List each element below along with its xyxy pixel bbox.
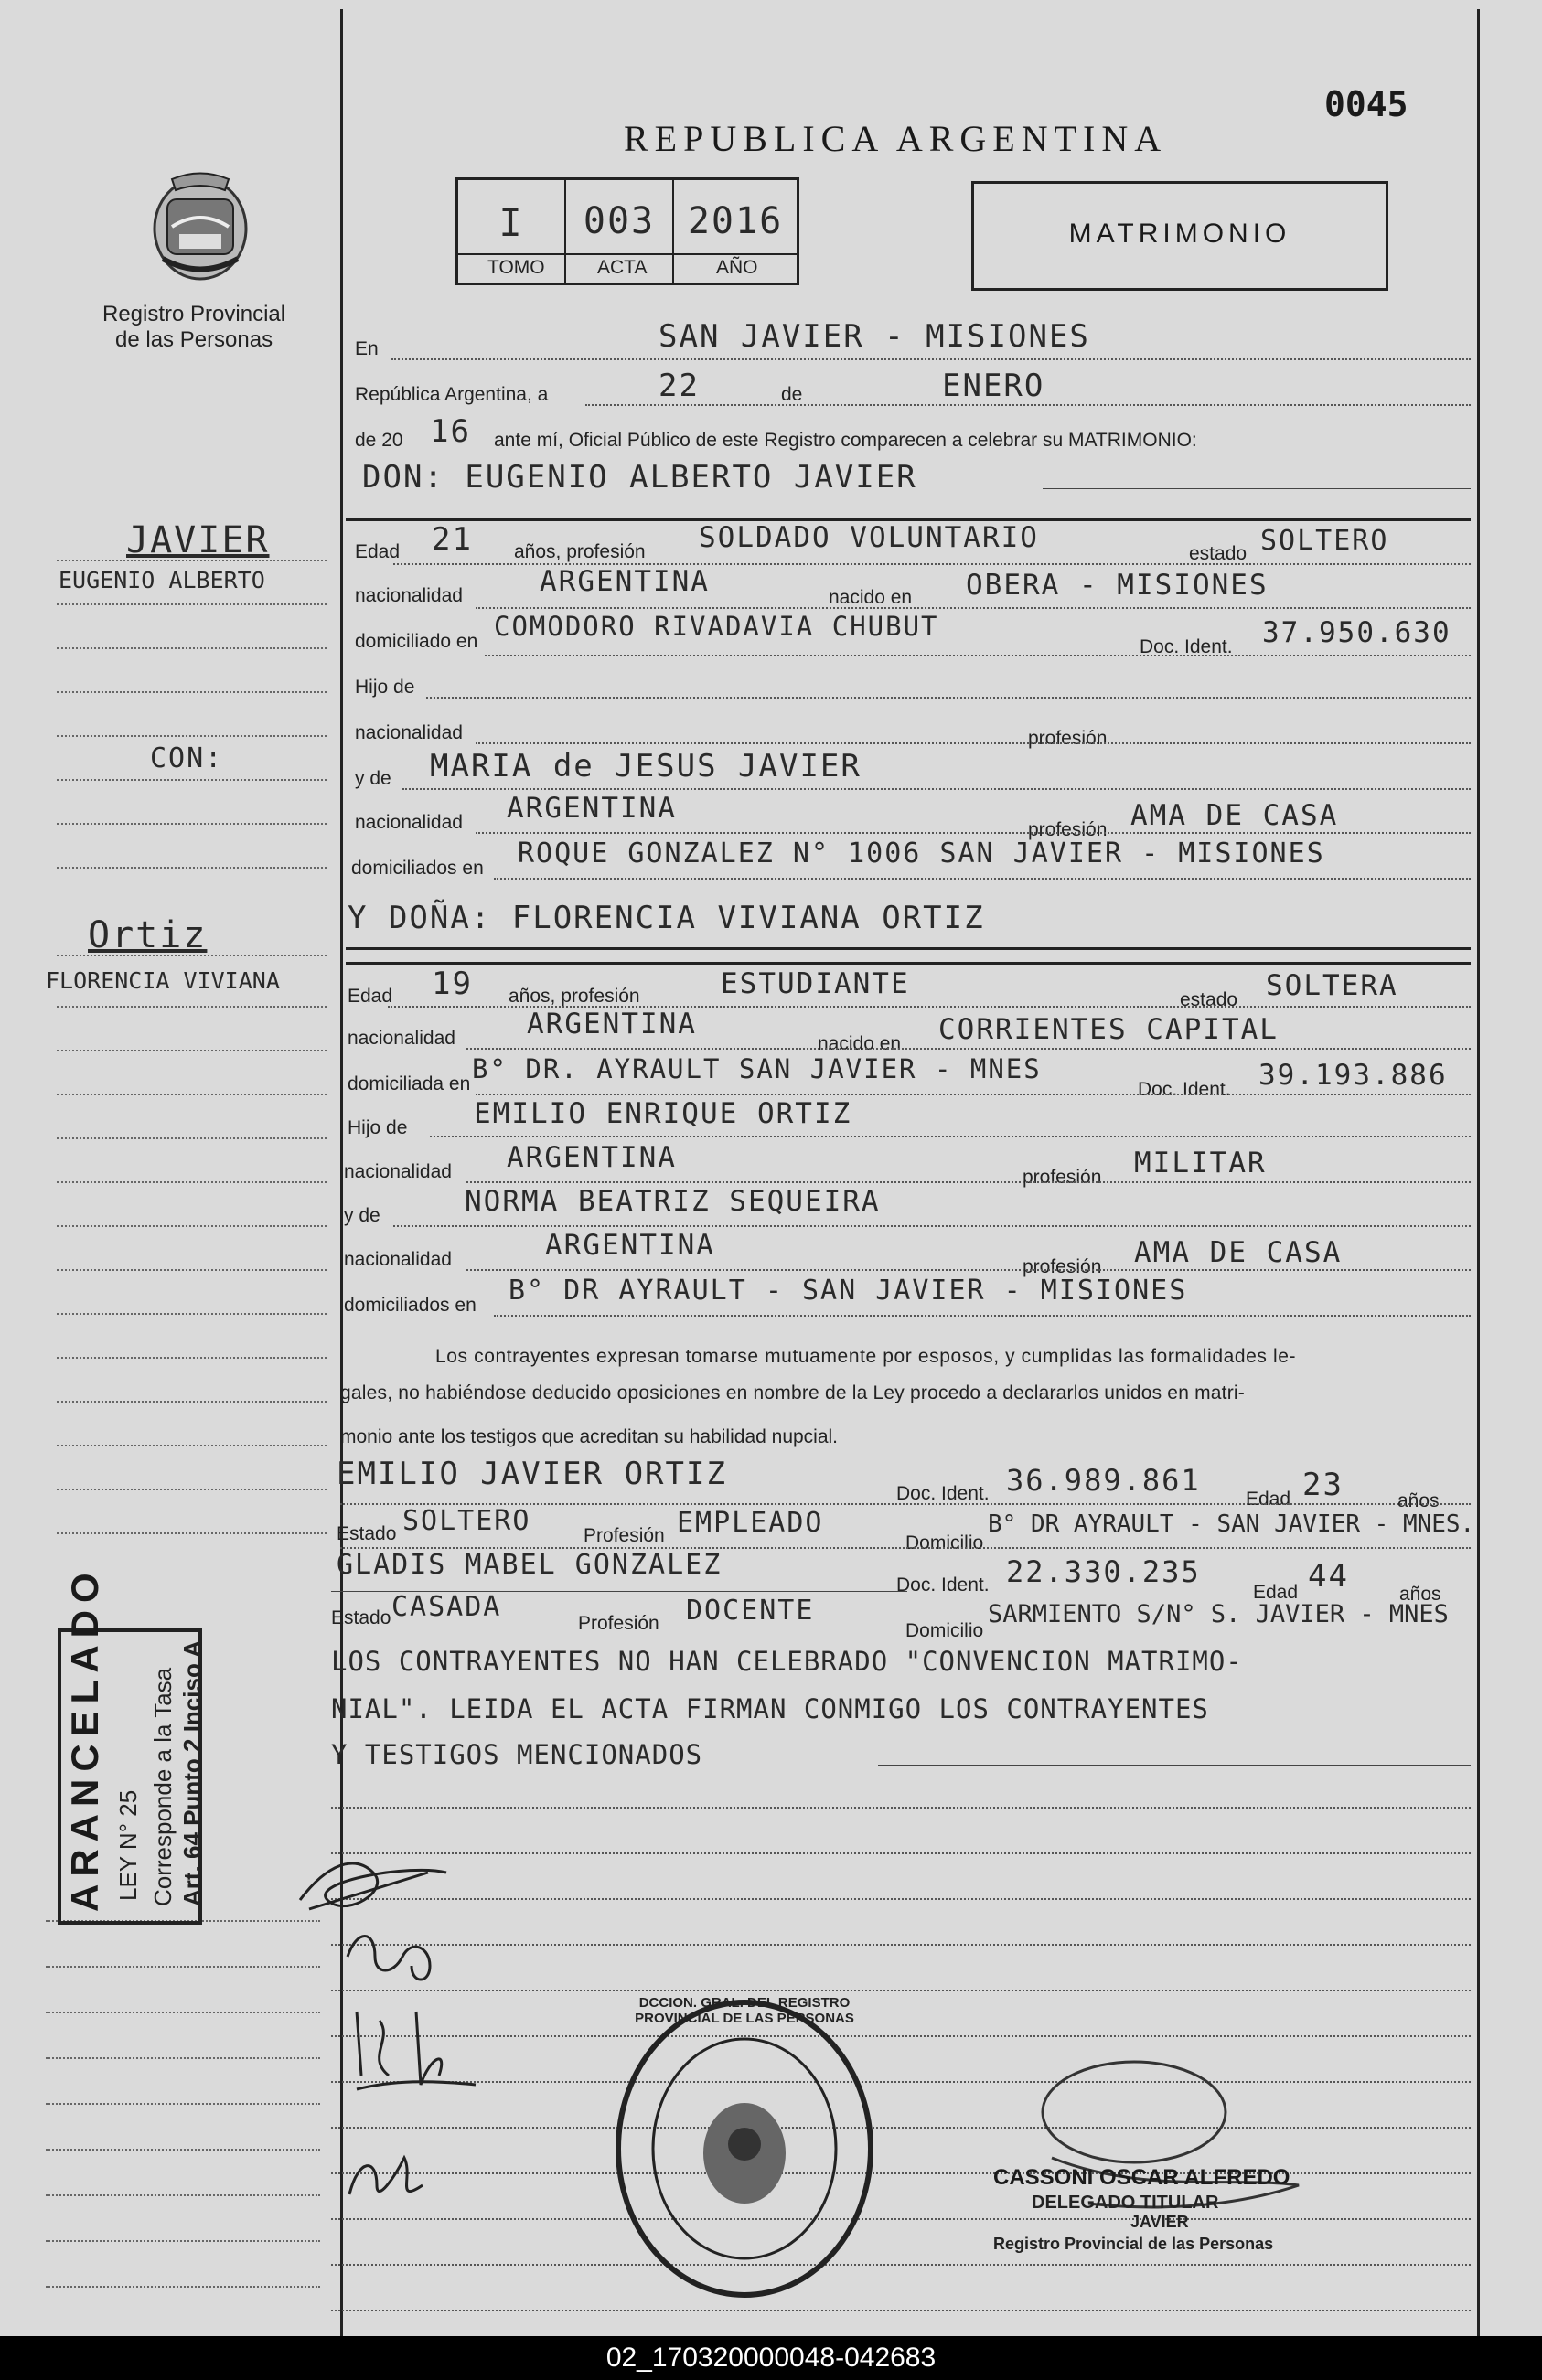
contrayente1-name: DON: EUGENIO ALBERTO JAVIER <box>362 459 917 496</box>
body-paragraph-line1: Los contrayentes expresan tomarse mutuamente por esposos, y cumplidas las formalidades le- <box>435 1346 1297 1367</box>
label-edad2: Edad <box>348 986 393 1007</box>
label-de: de <box>781 384 803 405</box>
testigo1-name: EMILIO JAVIER ORTIZ <box>337 1456 727 1492</box>
label-nacionalidad1: nacionalidad <box>355 585 463 606</box>
testigo1-prof-value: EMPLEADO <box>677 1507 824 1539</box>
label-republica: República Argentina, a <box>355 384 549 405</box>
label-edad1: Edad <box>355 541 401 562</box>
label-testigo2-anos: años <box>1399 1584 1441 1605</box>
footer-document-id: 02_170320000048-042683 <box>0 2336 1542 2380</box>
official-office: JAVIER <box>1130 2213 1189 2231</box>
label-nacionalidad2: nacionalidad <box>348 1028 455 1049</box>
serial-number: 0045 <box>1324 84 1408 124</box>
testigo1-estado-value: SOLTERO <box>402 1505 531 1537</box>
signature-testigo2 <box>340 2140 432 2213</box>
label-testigo2-doc: Doc. Ident. <box>896 1574 990 1596</box>
matrimonio-label: MATRIMONIO <box>1068 219 1291 249</box>
madre1-prof-value: AMA DE CASA <box>1130 799 1339 832</box>
padre2-prof-value: MILITAR <box>1134 1147 1267 1179</box>
note-line3: Y TESTIGOS MENCIONADOS <box>331 1739 703 1770</box>
testigo2-doc-value: 22.330.235 <box>1006 1554 1201 1589</box>
ano-value: 2016 <box>687 200 784 242</box>
mes-value: ENERO <box>942 368 1045 404</box>
label-testigo2-edad: Edad <box>1253 1582 1299 1603</box>
label-testigo2-domicilio: Domicilio <box>905 1620 984 1641</box>
profesion2-value: ESTUDIANTE <box>721 967 910 1000</box>
dom-padres2-value: B° DR AYRAULT - SAN JAVIER - MISIONES <box>509 1275 1188 1307</box>
body-paragraph-line3: monio ante los testigos que acreditan su habilidad nupcial. <box>340 1426 839 1447</box>
tomo-label: TOMO <box>487 257 545 278</box>
label-profesion1b: profesión <box>1028 728 1108 749</box>
contrayente2-name: Y DOÑA: FLORENCIA VIVIANA ORTIZ <box>348 900 985 936</box>
dia-value: 22 <box>659 368 700 404</box>
body-paragraph-line2: gales, no habiéndose deducido oposiciones en nombre de la Ley procedo a declararlos unidos en matri- <box>340 1382 1245 1403</box>
margin-nombre2: FLORENCIA VIVIANA <box>46 967 280 994</box>
acta-label: ACTA <box>597 257 648 278</box>
label-profesion2b: profesión <box>1023 1167 1102 1188</box>
label-nacido1: nacido en <box>829 587 913 608</box>
label-nacionalidad2b: nacionalidad <box>344 1161 452 1182</box>
testigo2-name: GLADIS MABEL GONZALEZ <box>337 1549 723 1581</box>
nacido2-value: CORRIENTES CAPITAL <box>938 1013 1279 1046</box>
anio-value: 16 <box>430 413 471 450</box>
estado2-value: SOLTERA <box>1266 969 1398 1002</box>
testigo1-doc-value: 36.989.861 <box>1006 1463 1201 1498</box>
official-role: DELEGADO TITULAR <box>1032 2193 1219 2213</box>
madre2-nac-value: ARGENTINA <box>545 1229 715 1262</box>
madre1-value: MARIA de JESUS JAVIER <box>430 748 862 784</box>
acta-reference-box <box>455 177 799 285</box>
matrimonio-box <box>971 181 1388 291</box>
profesion1-value: SOLDADO VOLUNTARIO <box>699 521 1039 554</box>
edad2-value: 19 <box>432 966 473 1002</box>
label-testigo2-estado: Estado <box>331 1607 391 1628</box>
seal-text: DCCION. GRAL. DEL REGISTRO PROVINCIAL DE LAS PERSONAS <box>635 1995 854 2026</box>
label-domiciliado1: domiciliado en <box>355 631 478 652</box>
testigo2-edad-value: 44 <box>1308 1558 1349 1595</box>
margin-apellido2: Ortiz <box>88 914 208 956</box>
nacido1-value: OBERA - MISIONES <box>966 569 1269 602</box>
signature-testigo1 <box>338 2002 485 2103</box>
doc1-value: 37.950.630 <box>1262 616 1451 649</box>
testigo1-edad-value: 23 <box>1302 1467 1344 1503</box>
doc2-value: 39.193.886 <box>1258 1059 1448 1092</box>
nac1-value: ARGENTINA <box>540 565 710 598</box>
lugar-value: SAN JAVIER - MISIONES <box>659 318 1090 355</box>
dom1-value: COMODORO RIVADAVIA CHUBUT <box>494 611 939 642</box>
note-line2: NIAL". LEIDA EL ACTA FIRMAN CONMIGO LOS CONTRAYENTES <box>331 1693 1209 1724</box>
official-round-seal <box>607 1993 882 2304</box>
label-testigo1-edad: Edad <box>1246 1489 1291 1510</box>
margin-apellido1: JAVIER <box>126 519 270 561</box>
estado1-value: SOLTERO <box>1260 525 1389 557</box>
registry-name-line2: de las Personas <box>115 327 273 352</box>
official-name: CASSONI OSCAR ALFREDO <box>993 2165 1290 2190</box>
label-nacionalidad2c: nacionalidad <box>344 1249 452 1270</box>
right-edge-rule <box>1477 9 1480 2336</box>
note-line1: LOS CONTRAYENTES NO HAN CELEBRADO "CONVENCION MATRIMO- <box>331 1646 1243 1677</box>
label-yde1: y de <box>355 768 391 789</box>
arancelado-tasa: Corresponde a la Tasa <box>149 1667 177 1906</box>
label-yde2: y de <box>344 1205 380 1226</box>
label-domiciliada2: domiciliada en <box>348 1073 471 1094</box>
label-testigo1-anos: años <box>1397 1490 1440 1511</box>
label-doc2: Doc. Ident. <box>1138 1079 1231 1100</box>
header-title: REPUBLICA ARGENTINA <box>624 118 1168 159</box>
arancelado-ley: LEY N° 25 <box>114 1789 142 1901</box>
padre2-value: EMILIO ENRIQUE ORTIZ <box>474 1097 852 1130</box>
margin-con: CON: <box>150 742 224 774</box>
signature-contrayente2 <box>338 1920 448 1993</box>
label-testigo1-doc: Doc. Ident. <box>896 1483 990 1504</box>
edad1-value: 21 <box>432 521 473 558</box>
provincial-coat-of-arms-logo <box>145 163 256 286</box>
official-registry: Registro Provincial de las Personas <box>993 2235 1274 2253</box>
dom2-value: B° DR. AYRAULT SAN JAVIER - MNES <box>472 1053 1042 1084</box>
signature-contrayente1 <box>291 1845 455 1927</box>
label-estado2: estado <box>1180 989 1238 1010</box>
label-testigo1-profesion: Profesión <box>584 1525 665 1546</box>
padre2-nac-value: ARGENTINA <box>507 1141 677 1174</box>
arancelado-art: Art. 64 Punto 2 Inciso A <box>178 1640 206 1906</box>
label-doc1: Doc. Ident. <box>1140 636 1233 657</box>
madre1-nac-value: ARGENTINA <box>507 792 677 825</box>
margin-nombre1: EUGENIO ALBERTO <box>59 567 265 593</box>
label-testigo1-estado: Estado <box>337 1523 397 1544</box>
testigo2-prof-value: DOCENTE <box>686 1595 815 1627</box>
label-profesion1c: profesión <box>1028 819 1108 840</box>
label-anos-profesion1: años, profesión <box>514 541 646 562</box>
label-testigo2-profesion: Profesión <box>578 1613 659 1634</box>
label-domiciliados2: domiciliados en <box>344 1295 477 1316</box>
registry-name-line1: Registro Provincial <box>102 302 286 326</box>
label-anos-profesion2: años, profesión <box>509 986 640 1007</box>
label-hijo2: Hijo de <box>348 1117 408 1138</box>
madre2-prof-value: AMA DE CASA <box>1134 1236 1343 1269</box>
label-de20: de 20 <box>355 430 403 451</box>
acta-value: 003 <box>583 200 656 242</box>
nac2-value: ARGENTINA <box>527 1008 697 1041</box>
testigo2-estado-value: CASADA <box>391 1591 502 1623</box>
arancelado-title: ARANCELADO <box>63 1565 106 1912</box>
madre2-value: NORMA BEATRIZ SEQUEIRA <box>465 1185 881 1218</box>
label-nacionalidad1c: nacionalidad <box>355 812 463 833</box>
ano-label: AÑO <box>716 257 758 278</box>
label-hijo1: Hijo de <box>355 677 415 698</box>
label-nacido2: nacido en <box>818 1033 902 1054</box>
label-domiciliados1: domiciliados en <box>351 858 484 879</box>
arancelado-stamp <box>58 1565 206 1925</box>
label-testigo1-domicilio: Domicilio <box>905 1532 984 1553</box>
label-estado1: estado <box>1189 543 1248 564</box>
label-profesion2c: profesión <box>1023 1256 1102 1277</box>
dom-padres1-value: ROQUE GONZALEZ N° 1006 SAN JAVIER - MISIONES <box>518 838 1325 870</box>
intro-text: ante mí, Oficial Público de este Registro comparecen a celebrar su MATRIMONIO: <box>494 430 1197 451</box>
testigo2-dom-value: SARMIENTO S/N° S. JAVIER - MNES <box>988 1600 1449 1628</box>
label-en: En <box>355 338 379 359</box>
label-nacionalidad1b: nacionalidad <box>355 722 463 743</box>
testigo1-dom-value: B° DR AYRAULT - SAN JAVIER - MNES. <box>988 1510 1475 1538</box>
tomo-value: I <box>498 200 524 245</box>
